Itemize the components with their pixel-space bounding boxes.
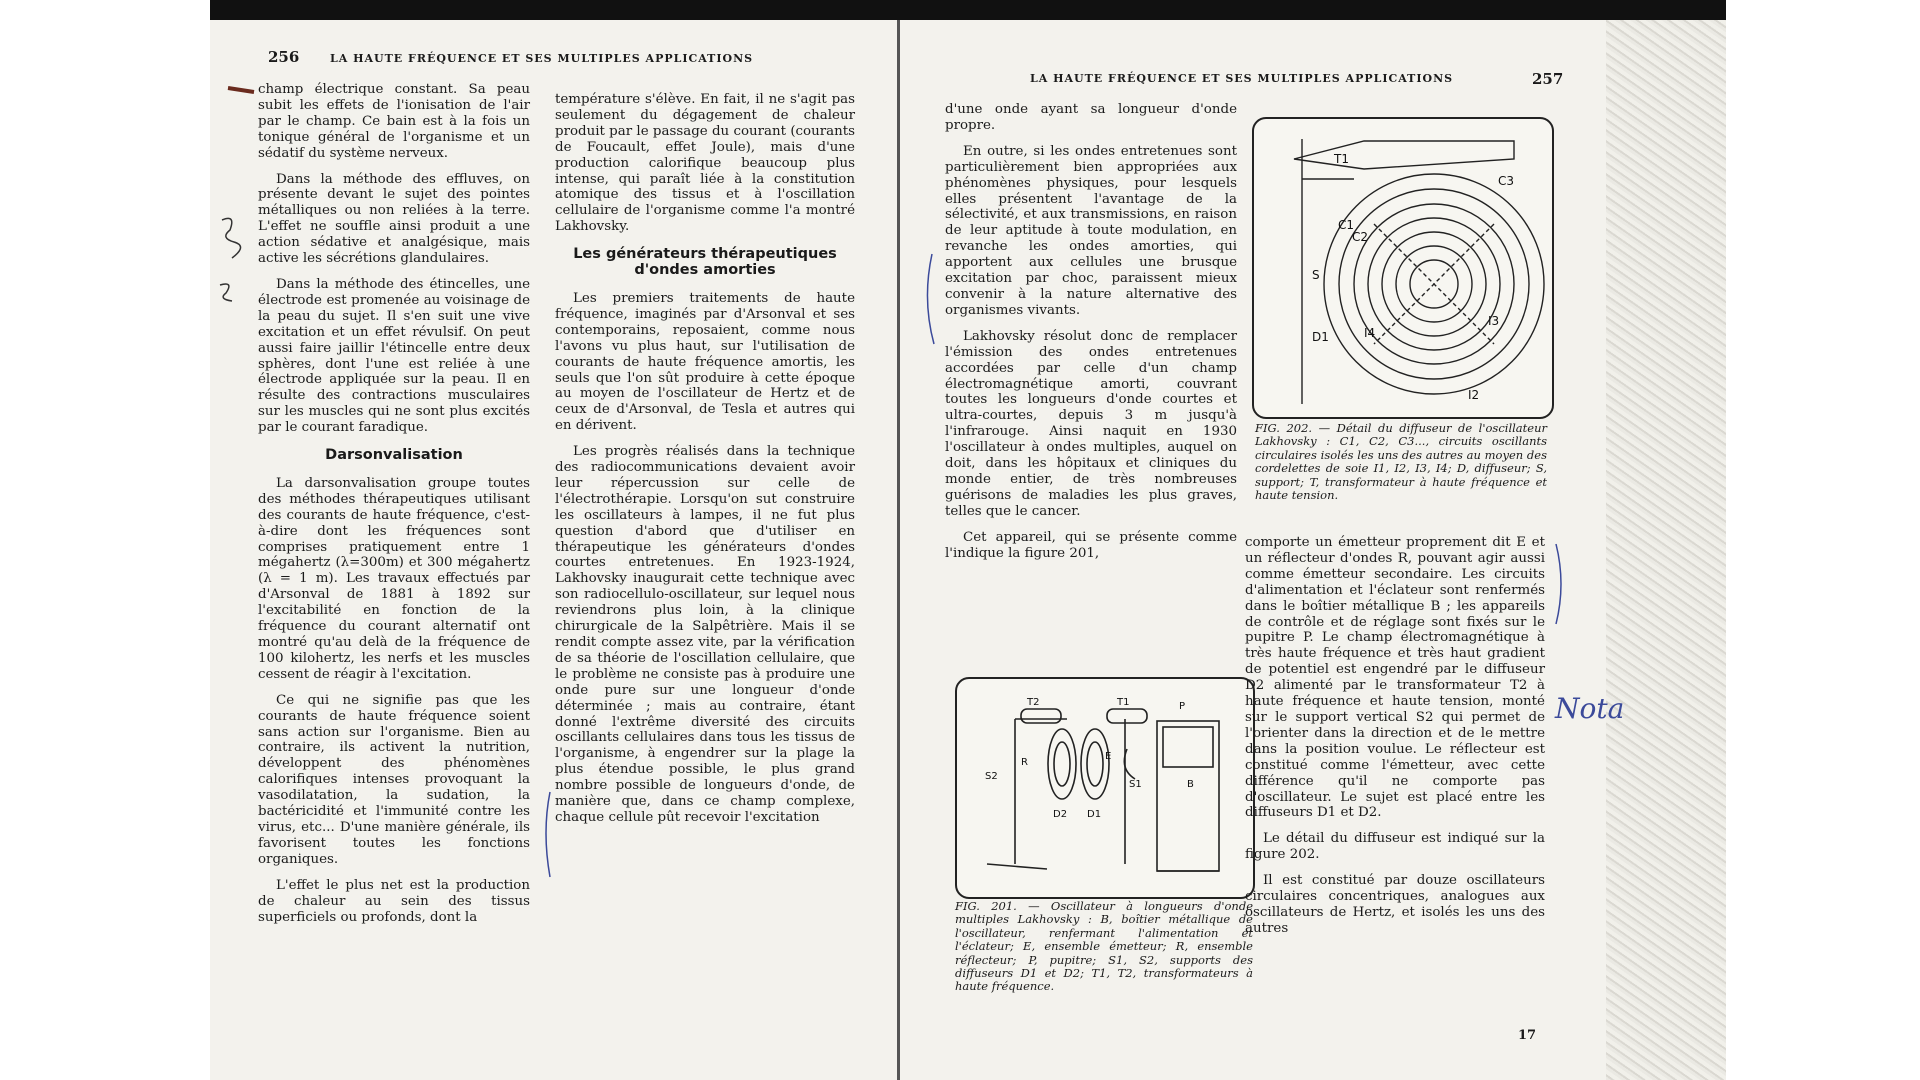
right-column-1: [945, 102, 1237, 571]
fig-label: I4: [1364, 326, 1376, 340]
page-number-left: 256: [268, 48, 300, 66]
fig-label: B: [1187, 779, 1194, 790]
fig-label: C3: [1498, 174, 1515, 188]
paragraph: Dans la méthode des effluves, on présente devant le sujet des pointes métalliques ou non reliées à la terre. L'effet ne souffle ainsi produit a une action sédative et analgésique, mais active les sécrétions glandulaires.: [258, 171, 530, 267]
scan-noise-edge: [1606, 20, 1726, 1080]
fig-label: C2: [1352, 230, 1369, 244]
section-heading: Darsonvalisation: [325, 447, 463, 464]
fig-label: S2: [985, 771, 998, 782]
paragraph: d'une onde ayant sa longueur d'onde propre.: [945, 102, 1237, 133]
ink-bracket-mark: [540, 790, 554, 880]
running-header-right: LA HAUTE FRÉQUENCE ET SES MULTIPLES APPLICATIONS: [1030, 72, 1454, 85]
paragraph: Le détail du diffuseur est indiqué sur la figure 202.: [1245, 831, 1545, 863]
fig-label: D1: [1087, 809, 1102, 820]
diffuser-illustration: [1254, 119, 1552, 417]
figure-201-caption: FIG. 201. — Oscillateur à longueurs d'onde multiples Lakhovsky : B, boîtier métallique de l'oscillateur, renfermant l'alimentation et l'éclateur; E, ensemble émetteur; R, ensemble réflecteur; P, pupitre; S1, S2, supports des diffuseurs D1 et D2; T1, T2, transformateurs à haute fréquence.: [955, 899, 1253, 994]
fig-label: C1: [1338, 218, 1355, 232]
fig-label: S1: [1129, 779, 1142, 790]
running-header-left: LA HAUTE FRÉQUENCE ET SES MULTIPLES APPLICATIONS: [330, 52, 754, 65]
fig-label: R: [1021, 757, 1028, 768]
paragraph: Les progrès réalisés dans la technique des radiocommunications devaient avoir leur répercussion sur celle de l'électrothérapie. Lorsqu'on sut construire les oscillateurs à lampes, il ne fut plus question d'abord que d'utiliser en thérapeutique les générateurs d'ondes courtes entretenues. En 1923-1924, Lakhovsky inaugurait cette technique avec son radiocellulo-oscillateur, sur lequel nous reviendrons plus loin, à la clinique chirurgicale de la Salpêtrière. Mais il se rendit compte assez vite, par la vérification de sa théorie de l'oscillation cellulaire, que le problème ne consiste pas à produire une onde pure sur une longueur d'onde déterminée ; mais au contraire, étant donné l'extrême diversité des circuits oscillants cellulaires dans tous les tissus de l'organisme, à engendrer sur la plage la plus étendue possible, le plus grand nombre possible de longueurs d'onde, de manière que, dans ce champ complexe, chaque cellule pût recevoir l'excitation: [555, 444, 855, 825]
paragraph: Cet appareil, qui se présente comme l'indique la figure 201,: [945, 529, 1237, 561]
page-number-right: 257: [1532, 70, 1564, 88]
fig-label: I3: [1488, 314, 1500, 328]
ink-bracket-mark: [920, 252, 940, 348]
right-column-2: [1245, 535, 1545, 947]
scan-top-border: [210, 0, 1726, 20]
fig-label: T2: [1027, 697, 1040, 708]
fig-label: I2: [1468, 388, 1480, 402]
left-page: [210, 20, 897, 1080]
paragraph: La darsonvalisation groupe toutes des méthodes thérapeutiques utilisant des courants de haute fréquence, c'est-à-dire dont les fréquences sont comprises pratiquement entre 1 mégahertz (λ=300m) et 300 mégahertz (λ = 1 m). Les travaux effectués par d'Arsonval de 1881 à 1892 sur l'excitabilité en fonction de la fréquence du courant alternatif ont montré qu'au delà de la fréquence de 100 kilohertz, les nerfs et les muscles cessent de réagir à l'excitation.: [258, 475, 530, 682]
paragraph: champ électrique constant. Sa peau subit les effets de l'ionisation de l'air par le champ. Ce bain est à la fois un tonique général de l'organisme et un sédatif du système nerveux.: [258, 82, 530, 161]
paragraph: Il est constitué par douze oscillateurs circulaires concentriques, analogues aux oscillateurs de Hertz, et isolés les uns des autres: [1245, 873, 1545, 936]
fig-label: P: [1179, 701, 1186, 712]
fig-label: E: [1105, 751, 1112, 762]
handwritten-margin-note: Nota: [1555, 692, 1625, 725]
section-heading: Les générateurs thérapeutiques d'ondes amorties: [573, 246, 837, 279]
fig-label: D2: [1053, 809, 1068, 820]
fig-label: D1: [1312, 330, 1329, 344]
left-column-1: [258, 82, 530, 935]
fig-label: T1: [1117, 697, 1130, 708]
paragraph: L'effet le plus net est la production de chaleur au sein des tissus superficiels ou profonds, dont la: [258, 877, 530, 925]
ink-bracket-mark: [1550, 540, 1570, 630]
paragraph: En outre, si les ondes entretenues sont particulièrement bien appropriées aux phénomènes physiques, pour lesquels elles présentent l'avantage de la sélectivité, et aux transmissions, en raison de leur aptitude à toute modulation, en revanche les ondes amorties, qui apportent aux cellules une brusque excitation par choc, paraissent mieux convenir à la nature alternative des organismes vivants.: [945, 143, 1237, 318]
paragraph: Lakhovsky résolut donc de remplacer l'émission des ondes entretenues accordées par celle d'un champ électromagnétique amorti, couvrant toutes les longueurs d'onde courtes et ultra-courtes, depuis 3 m jusqu'à l'infrarouge. Ainsi naquit en 1930 l'oscillateur à ondes multiples, auquel on doit, dans les hôpitaux et cliniques du monde entier, de très nombreuses guérisons de maladies les plus graves, telles que le cancer.: [945, 328, 1237, 519]
paragraph: température s'élève. En fait, il ne s'agit pas seulement du dégagement de chaleur produit par le passage du courant (courants de Foucault, effet Joule), mais d'une production calorifique beaucoup plus intense, qui paraît liée à la constitution atomique des tissus et à l'oscillation cellulaire de l'organisme comme l'a montré Lakhovsky.: [555, 92, 855, 235]
oscillator-illustration: [957, 679, 1253, 897]
fig-label: T1: [1334, 152, 1349, 166]
footer-page-number: 17: [1518, 1028, 1537, 1043]
paragraph: Dans la méthode des étincelles, une électrode est promenée au voisinage de la peau du sujet. Il s'en suit une vive excitation et un effet révulsif. On peut aussi faire jaillir l'étincelle entre deux sphères, dont l'une est reliée à une électrode appliquée sur la peau. Il en résulte des contractions musculaires sur les muscles qui ne sont plus excités par le courant faradique.: [258, 276, 530, 436]
fig-label: S: [1312, 268, 1320, 282]
figure-202-caption: FIG. 202. — Détail du diffuseur de l'oscillateur Lakhovsky : C1, C2, C3..., circuits oscillants circulaires isolés les uns des autres au moyen des cordelettes de soie I1, I2, I3, I4; D, diffuseur; S, support; T, transformateur à haute fréquence et haute tension.: [1255, 421, 1547, 503]
left-column-2: [555, 92, 855, 836]
paragraph: Les premiers traitements de haute fréquence, imaginés par d'Arsonval et ses contemporains, reposaient, comme nous l'avons vu plus haut, sur l'utilisation de courants de haute fréquence amortis, les seuls que l'on sût produire à cette époque au moyen de l'oscillateur de Hertz et de ceux de d'Arsonval, de Tesla et autres qui en dérivent.: [555, 290, 855, 434]
figure-201-oscillator: [955, 677, 1255, 899]
paragraph: comporte un émetteur proprement dit E et un réflecteur d'ondes R, pouvant agir aussi comme émetteur secondaire. Les circuits d'alimentation et l'éclateur sont renfermés dans le boîtier métallique B ; les appareils de contrôle et de réglage sont fixés sur le pupitre P. Le champ électromagnétique à très haute fréquence et très haut gradient de potentiel est engendré par le diffuseur D2 alimenté par le transformateur T2 à haute fréquence et haute tension, monté sur le support vertical S2 qui permet de l'orienter dans la direction et de le mettre dans la position voulue. Le réflecteur est constitué comme l'émetteur, avec cette différence qu'il ne comporte pas d'oscillateur. Le sujet est placé entre les diffuseurs D1 et D2.: [1245, 535, 1545, 821]
figure-202-diffuser: [1252, 117, 1554, 419]
right-page: [900, 20, 1726, 1080]
paragraph: Ce qui ne signifie pas que les courants de haute fréquence soient sans action sur l'organisme. Bien au contraire, ils activent la nutrition, développent des phénomènes calorifiques intenses provoquant la vasodilatation, la sudation, la bactéricidité et l'immunité contre les virus, etc... D'une manière générale, ils favorisent toutes les fonctions organiques.: [258, 692, 530, 867]
